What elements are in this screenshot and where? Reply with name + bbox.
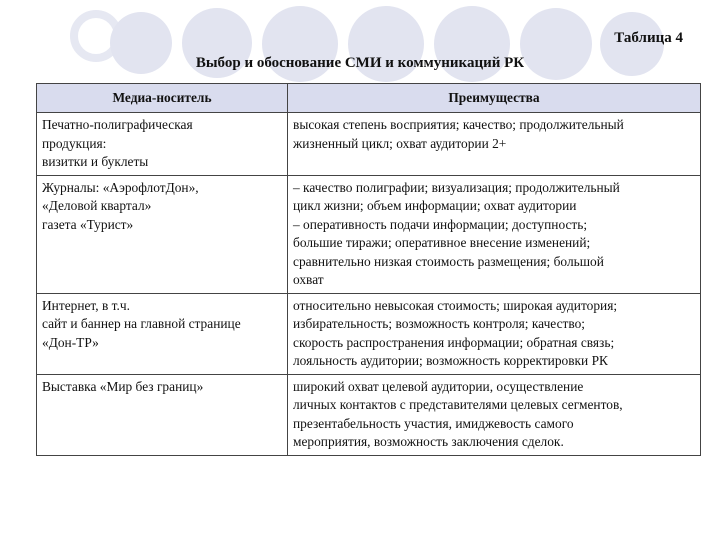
advantages-line: цикл жизни; объем информации; охват аудитории xyxy=(293,198,577,213)
advantages-line: скорость распространения информации; обратная связь; xyxy=(293,334,615,350)
advantages-line: охват xyxy=(293,272,324,287)
media-line: продукция: xyxy=(42,135,107,151)
page-title: Выбор и обоснование СМИ и коммуникаций РК xyxy=(195,55,525,71)
media-line: газета «Турист» xyxy=(42,216,134,232)
advantages-line: лояльность аудитории; возможность корректировки РК xyxy=(293,353,608,368)
media-line: Печатно-полиграфическая xyxy=(42,117,193,132)
media-cell xyxy=(37,374,288,455)
media-cell xyxy=(37,113,288,176)
media-table xyxy=(36,83,701,456)
advantages-line: высокая степень восприятия; качество; продолжительный xyxy=(293,117,624,132)
header-media: Медиа-носитель xyxy=(37,84,288,113)
advantages-cell xyxy=(288,374,701,455)
advantages-cell xyxy=(288,175,701,293)
media-line: Журналы: «АэрофлотДон», xyxy=(42,179,199,195)
advantages-line: мероприятия, возможность заключения сделок. xyxy=(293,434,564,449)
advantages-line: презентабельность участия, имиджевость самого xyxy=(293,415,574,431)
table-row xyxy=(37,293,701,374)
advantages-line: – качество полиграфии; визуализация; продолжительный xyxy=(293,179,620,195)
advantages-cell xyxy=(288,113,701,176)
media-line: сайт и баннер на главной странице xyxy=(42,316,241,331)
header-advantages: Преимущества xyxy=(288,84,701,113)
advantages-line: сравнительно низкая стоимость размещения; большой xyxy=(293,253,604,269)
table-body xyxy=(37,113,701,456)
media-cell xyxy=(37,293,288,374)
advantages-line: относительно невысокая стоимость; широкая аудитория; xyxy=(293,297,618,313)
media-line: «Дон-ТР» xyxy=(42,334,99,350)
advantages-line: – оперативность подачи информации; доступность; xyxy=(293,216,588,232)
advantages-cell xyxy=(288,293,701,374)
advantages-line: личных контактов с представителями целевых сегментов, xyxy=(293,397,623,412)
media-line: Интернет, в т.ч. xyxy=(42,297,130,313)
table-header-row xyxy=(37,84,701,113)
advantages-line: большие тиражи; оперативное внесение изменений; xyxy=(293,235,591,250)
advantages-line: избирательность; возможность контроля; качество; xyxy=(293,316,586,331)
media-line: визитки и буклеты xyxy=(42,154,149,169)
media-cell xyxy=(37,175,288,293)
table-row xyxy=(37,113,701,176)
table-row xyxy=(37,374,701,455)
table-number-label: Таблица 4 xyxy=(614,30,683,46)
advantages-line: широкий охват целевой аудитории, осуществление xyxy=(293,378,584,394)
media-line: Выставка «Мир без границ» xyxy=(42,378,204,394)
advantages-line: жизненный цикл; охват аудитории 2+ xyxy=(293,135,507,151)
table-row xyxy=(37,175,701,293)
media-line: «Деловой квартал» xyxy=(42,198,152,213)
